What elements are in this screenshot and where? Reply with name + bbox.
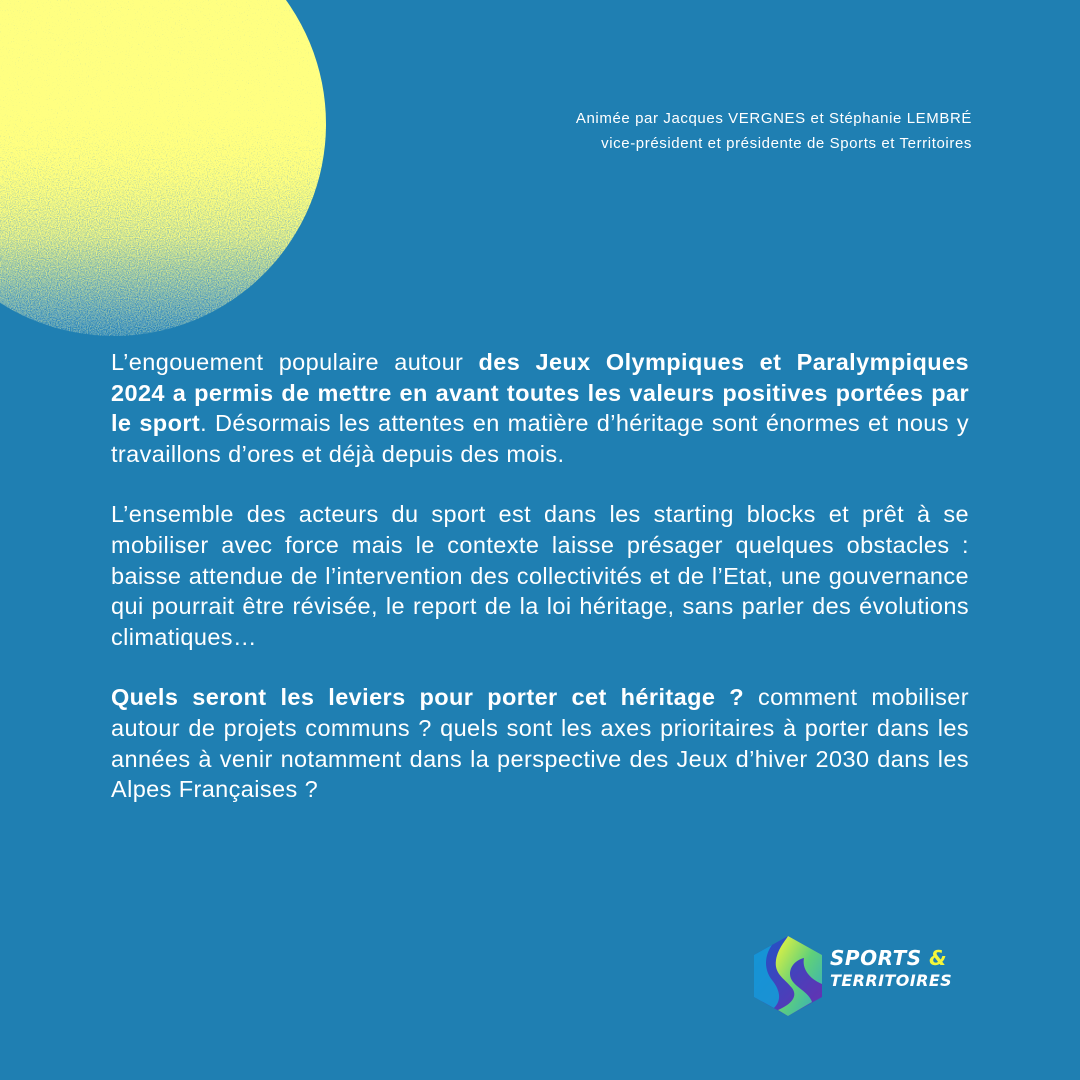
paragraph-1-intro: L’engouement populaire autour (111, 349, 479, 375)
paragraph-3-question: Quels seront les leviers pour porter cet héritage ? (111, 684, 745, 711)
paragraph-1 (111, 347, 969, 469)
sun-graphic (0, 0, 334, 339)
moderator-attribution (452, 106, 972, 156)
logo-wordmark (830, 946, 952, 992)
paragraph-1-rest: . Désormais les attentes en matière d’héritage sont énormes et nous y travaillons d’ores et déjà depuis des mois. (111, 410, 969, 467)
paragraph-3-rest: comment mobiliser autour de projets communs ? quels sont les axes prioritaires à porter dans les années à venir notamment dans la perspective des Jeux d’hiver 2030 dans les Alpes Françaises ? (111, 684, 970, 803)
logo-word-territoires: TERRITOIRES (830, 971, 953, 990)
attribution-names: Animée par Jacques VERGNES et Stéphanie LEMBRÉ (575, 110, 972, 127)
paragraph-1-highlight: des Jeux Olympiques et Paralympiques 2024 a permis de mettre en avant toutes les valeurs positives portées par le sport (111, 349, 970, 437)
paragraph-2: L’ensemble des acteurs du sport est dans les starting blocks et prêt à se mobiliser avec force mais le contexte laisse présager quelques obstacles : baisse attendue de l’intervention des collectivités et de l’Etat, une gouvernance qui pourrait être révisée, le report de la loi héritage, sans parler des évolutions climatiques… (111, 501, 969, 650)
paragraph-3 (111, 682, 969, 804)
logo-word-sports: SPORTS (830, 946, 922, 970)
main-text (111, 347, 969, 835)
attribution-roles: vice-président et présidente de Sports et Territoires (601, 135, 972, 152)
logo-hexagon-icon (752, 934, 824, 1018)
logo-ampersand: & (929, 946, 948, 970)
sports-territoires-logo (752, 934, 962, 1026)
